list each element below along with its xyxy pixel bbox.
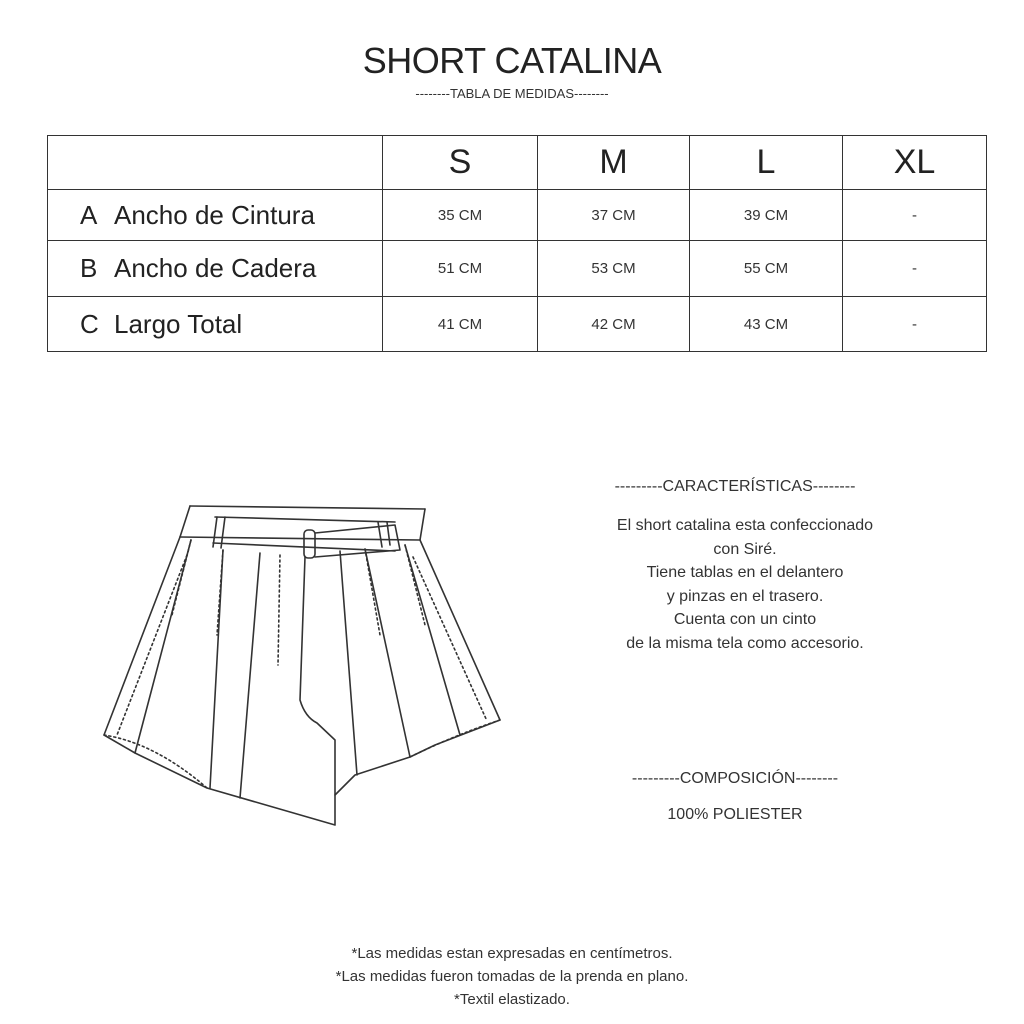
features-line: Tiene tablas en el delantero [646, 564, 844, 581]
features-line: Cuenta con un cinto [673, 611, 817, 628]
measure-code: B [80, 253, 98, 283]
measure-label-c [48, 297, 383, 352]
pleat [340, 551, 357, 775]
shorts-sketch-illustration [95, 495, 515, 835]
features-line: El short catalina esta confeccionado [616, 517, 874, 534]
footnote: *Las medidas estan expresadas en centímetros. [351, 945, 673, 962]
measure-code: A [80, 199, 98, 230]
product-title: SHORT CATALINA [362, 40, 662, 81]
features-line: con Siré. [713, 540, 777, 558]
size-header-m: M [538, 136, 690, 190]
pleat [240, 553, 260, 798]
size-header-xl: XL [843, 136, 987, 190]
features-line: de la misma tela como accesorio. [626, 634, 864, 652]
pleat [405, 545, 460, 735]
waistband-bottom [180, 537, 420, 540]
center-fly [300, 557, 335, 795]
pleat [135, 540, 191, 753]
size-header-s: S [383, 136, 538, 190]
measure-name: Largo Total [114, 308, 243, 339]
measure-code: C [80, 308, 99, 339]
measure-name: Ancho de Cadera [114, 253, 317, 283]
composition-heading: ---------COMPOSICIÓN-------- [631, 770, 839, 787]
pleat [365, 549, 410, 757]
features-heading: ---------CARACTERÍSTICAS-------- [614, 478, 856, 495]
measure-value: 41 CM [383, 297, 538, 352]
size-header-row [48, 136, 987, 190]
composition-value: 100% POLIESTER [667, 806, 803, 823]
features-description [560, 514, 930, 655]
size-table [47, 135, 987, 352]
measure-label-a [48, 190, 383, 241]
measure-value: 39 CM [690, 190, 843, 241]
measure-value: - [843, 297, 987, 352]
footnotes [0, 942, 1024, 1011]
footnote: *Textil elastizado. [454, 991, 570, 1008]
measure-value: 42 CM [538, 297, 690, 352]
measure-value: - [843, 241, 987, 297]
waistband-top [190, 506, 425, 509]
measure-value: 43 CM [690, 297, 843, 352]
measure-value: 53 CM [538, 241, 690, 297]
measure-label-b [48, 241, 383, 297]
measure-value: 51 CM [383, 241, 538, 297]
footnote: *Las medidas fueron tomadas de la prenda en plano. [335, 968, 689, 985]
size-table-subtitle: --------TABLA DE MEDIDAS-------- [415, 86, 609, 101]
table-row [48, 241, 987, 297]
table-row [48, 297, 987, 352]
features-line: y pinzas en el trasero. [666, 587, 824, 605]
measure-value: 55 CM [690, 241, 843, 297]
size-header-l: L [690, 136, 843, 190]
measure-value: 37 CM [538, 190, 690, 241]
table-row [48, 190, 987, 241]
measure-value: 35 CM [383, 190, 538, 241]
belt-buckle [304, 530, 315, 558]
size-header-empty [48, 136, 383, 190]
shorts-outline [104, 537, 500, 825]
measure-value: - [843, 190, 987, 241]
measure-name: Ancho de Cintura [114, 199, 315, 230]
